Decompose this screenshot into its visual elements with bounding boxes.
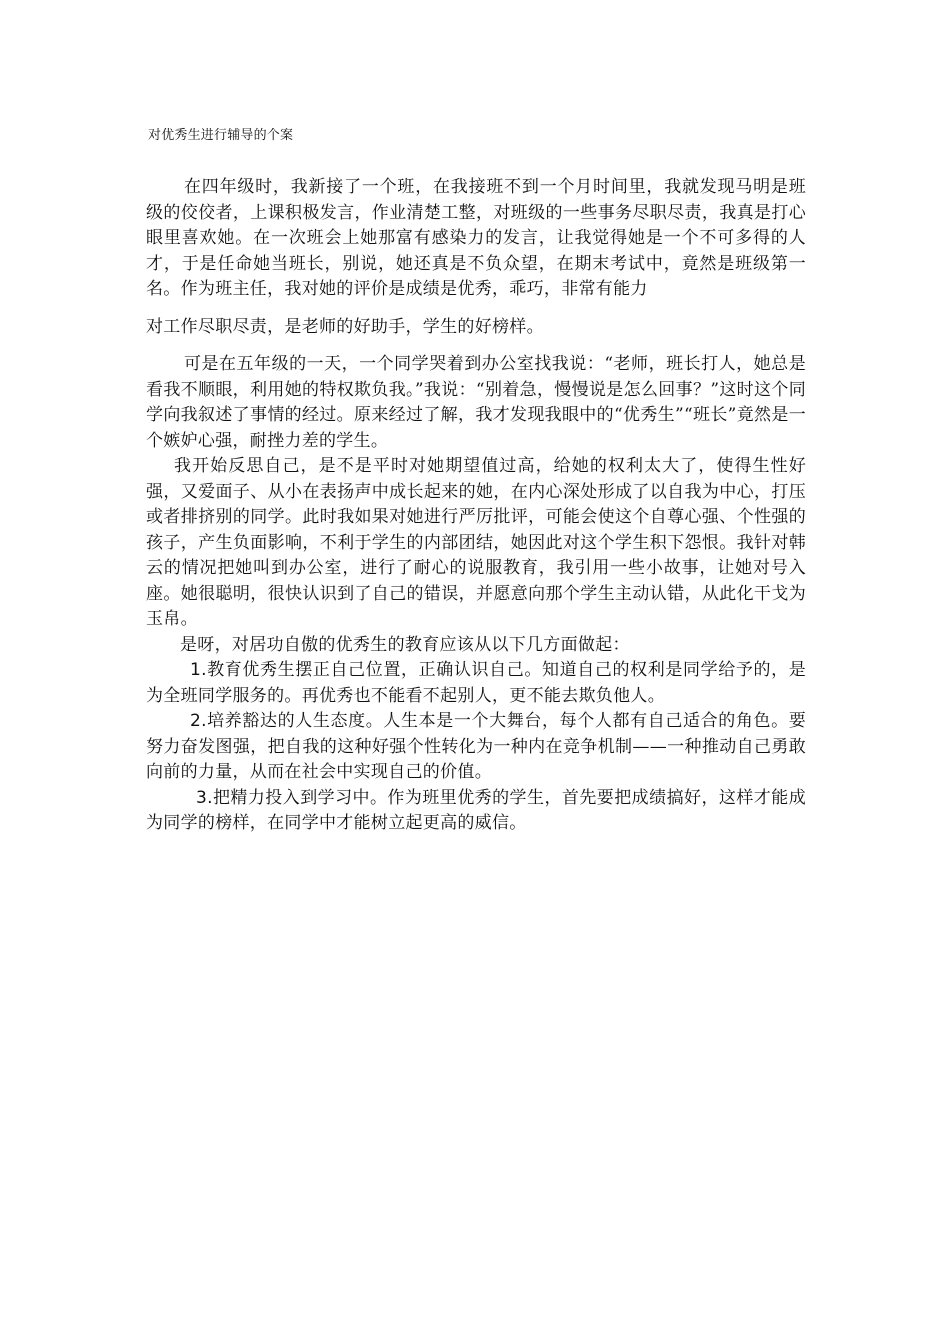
list-item-text: 教育优秀生摆正自己位置，正确认识自己。知道自己的权利是同学给予的，是为全班同学服务的。再优秀也不能看不起别人，更不能去欺负他人。 (146, 660, 806, 706)
list-item-2 (146, 709, 806, 786)
paragraph-1: 在四年级时，我新接了一个班，在我接班不到一个月时间里，我就发现马明是班级的佼佼者，上课积极发言，作业清楚工整，对班级的一些事务尽职尽责，我真是打心眼里喜欢她。在一次班会上她那富有感染力的发言，让我觉得她是一个不可多得的人才，于是任命她当班长，别说，她还真是不负众望，在期末考试中，竟然是班级第一名。作为班主任，我对她的评价是成绩是优秀，乖巧，非常有能力 (146, 177, 806, 299)
list-item-number: 3. (196, 787, 213, 808)
document-title: 对优秀生进行辅导的个案 (148, 128, 294, 143)
paragraph-3: 我开始反思自己，是不是平时对她期望值过高，给她的权利太大了，使得生性好强，又爱面子、从小在表扬声中成长起来的她，在内心深处形成了以自我为中心，打压或者排挤别的同学。此时我如果对她进行严厉批评，可能会使这个自尊心强、个性强的孩子，产生负面影响，不利于学生的内部团结，她因此对这个学生积下怨恨。我针对韩云的情况把她叫到办公室，进行了耐心的说服教育，我引用一些小故事，让她对号入座。她很聪明，很快认识到了自己的错误，并愿意向那个学生主动认错，从此化干戈为玉帛。 (146, 456, 806, 629)
list-item-number: 1. (190, 660, 207, 680)
paragraph-2: 可是在五年级的一天，一个同学哭着到办公室找我说：“老师，班长打人，她总是看我不顺眼，利用她的特权欺负我。”我说：“别着急，慢慢说是怎么回事？”这时这个同学向我叙述了事情的经过。原来经过了解，我才发现我眼中的“优秀生”“班长”竟然是一个嫉妒心强，耐挫力差的学生。 (146, 354, 806, 451)
document-body (146, 175, 806, 837)
paragraph-4: 是呀，对居功自傲的优秀生的教育应该从以下几方面做起： (180, 634, 630, 655)
list-item-number: 2. (190, 711, 207, 731)
list-item-3 (146, 786, 806, 837)
list-item-1 (146, 658, 806, 709)
list-item-text: 培养豁达的人生态度。人生本是一个大舞台，每个人都有自己适合的角色。要努力奋发图强，把自我的这种好强个性转化为一种内在竞争机制——一种推动自己勇敢向前的力量，从而在社会中实现自己的价值。 (146, 711, 806, 782)
paragraph-1-continuation: 对工作尽职尽责，是老师的好助手，学生的好榜样。 (146, 316, 544, 337)
list-item-text: 把精力投入到学习中。作为班里优秀的学生，首先要把成绩搞好，这样才能成为同学的榜样，在同学中才能树立起更高的威信。 (146, 787, 806, 833)
